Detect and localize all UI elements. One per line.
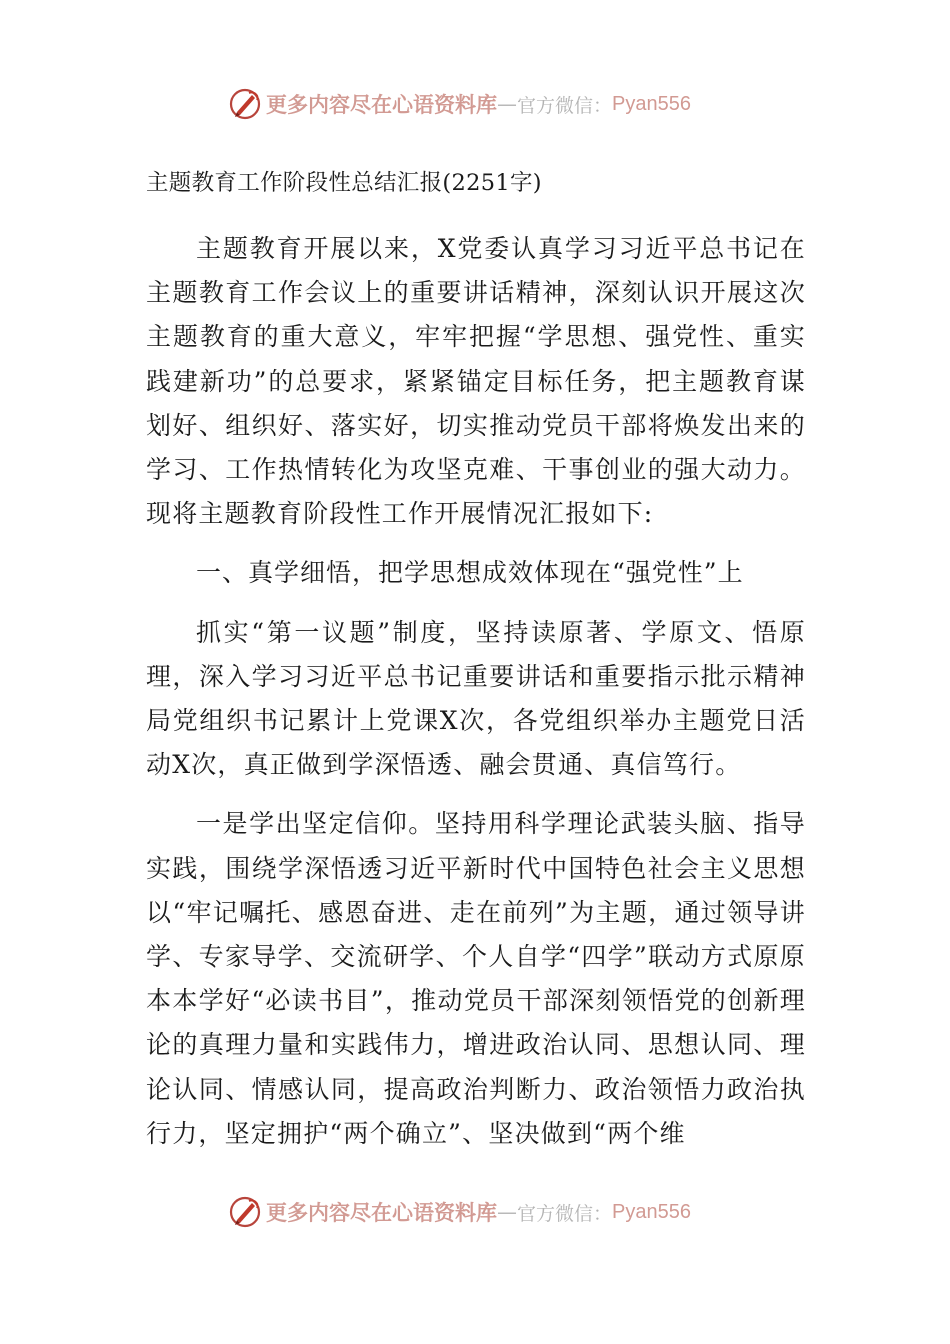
watermark-dash: — (497, 1200, 517, 1224)
watermark-main-text: 更多内容尽在心语资料库 (266, 92, 497, 117)
watermark-main-text: 更多内容尽在心语资料库 (266, 1200, 497, 1225)
watermark-banner-bottom (228, 1194, 748, 1230)
watermark-dash: — (497, 92, 517, 116)
watermark-wechat-id: Pyan556 (612, 92, 691, 115)
pen-logo-icon (228, 87, 262, 121)
document-title: 主题教育工作阶段性总结汇报(2251字) (146, 170, 542, 196)
paragraph-first-topic: 抓实“第一议题”制度，坚持读原著、学原文、悟原理，深入学习习近平总书记重要讲话和重要指示批示精神局党组织书记累计上党课X次，各党组织举办主题党日活动X次，真正做到学深悟透、融会贯通、真信笃行。 (146, 617, 806, 780)
paragraph-intro: 主题教育开展以来，X党委认真学习习近平总书记在主题教育工作会议上的重要讲话精神，深刻认识开展这次主题教育的重大意义，牢牢把握“学思想、强党性、重实践建新功”的总要求，紧紧锚定目标任务，把主题教育谋划好、组织好、落实好，切实推动党员干部将焕发出来的学习、工作热情转化为攻坚克难、干事创业的强大动力。现将主题教育阶段性工作开展情况汇报如下: (146, 234, 806, 529)
pen-logo-icon (228, 1195, 262, 1229)
watermark-sub-text: 官方微信： (517, 94, 613, 117)
section-heading: 一、真学细悟，把学思想成效体现在“强党性”上 (196, 558, 744, 588)
watermark-wechat-id: Pyan556 (612, 1200, 691, 1223)
watermark-banner-top (228, 86, 748, 122)
document-body (146, 165, 806, 1171)
watermark-sub-text: 官方微信： (517, 1202, 613, 1225)
paragraph-belief: 一是学出坚定信仰。坚持用科学理论武装头脑、指导实践，围绕学深悟透习近平新时代中国特色社会主义思想以“牢记嘱托、感恩奋进、走在前列”为主题，通过领导讲学、专家导学、交流研学、个人自学“四学”联动方式原原本本学好“必读书目”，推动党员干部深刻领悟党的创新理论的真理力量和实践伟力，增进政治认同、思想认同、理论认同、情感认同，提高政治判断力、政治领悟力政治执行力，坚定拥护“两个确立”、坚决做到“两个维 (146, 809, 806, 1148)
